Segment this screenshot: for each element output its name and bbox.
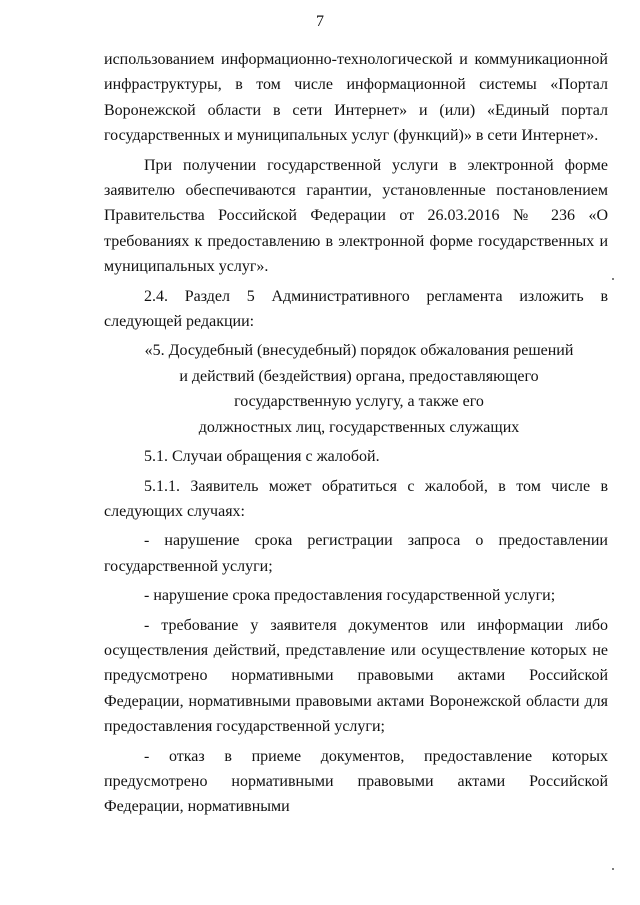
section-heading-line: должностных лиц, государственных служащих <box>198 418 520 436</box>
paragraph-amendment: 2.4. Раздел 5 Административного регламента изложить в следующей редакции: <box>104 287 608 331</box>
section-heading-line: государственную услугу, а также его <box>234 393 484 411</box>
list-item: - отказ в приеме документов, предоставление которых предусмотрено нормативными правовыми актами Российской Федерации, нормативными <box>104 747 608 816</box>
section-heading-line: и действий (бездействия) органа, предоставляющего <box>179 367 539 385</box>
list-item: - требование у заявителя документов или информации либо осуществления действий, представление или осуществление которых не предусмотрено нормативными правовыми актами Российской Федерации, нормативными правовыми актами Воронежской области для предоставления государственной услуги; <box>104 616 608 736</box>
page-number: 7 <box>316 13 324 30</box>
paragraph-guarantees: При получении государственной услуги в электронной форме заявителю обеспечиваются гарантии, установленные постановлением Правительства Российской Федерации от 26.03.2016 № 236 «О требованиях к предоставлению в электронной форме государственных и муниципальных услуг». <box>104 156 608 276</box>
section-heading-line: «5. Досудебный (внесудебный) порядок обжалования решений <box>144 342 574 360</box>
scan-speck <box>612 868 614 870</box>
document-body <box>104 47 608 820</box>
list-item: - нарушение срока предоставления государственной услуги; <box>144 587 556 605</box>
clause-paragraph: 5.1.1. Заявитель может обратиться с жалобой, в том числе в следующих случаях: <box>104 477 608 520</box>
scan-speck <box>612 278 614 280</box>
paragraph-infrastructure: использованием информационно-технологической и коммуникационной инфраструктуры, в том числе информационной системы «Портал Воронежской области в сети Интернет» и (или) «Единый портал государственных и муниципальных услуг (функций)» в сети Интернет». <box>104 51 608 145</box>
subsection-title: 5.1. Случаи обращения с жалобой. <box>144 448 380 466</box>
section-heading <box>104 338 608 440</box>
list-item: - нарушение срока регистрации запроса о предоставлении государственной услуги; <box>104 532 608 575</box>
